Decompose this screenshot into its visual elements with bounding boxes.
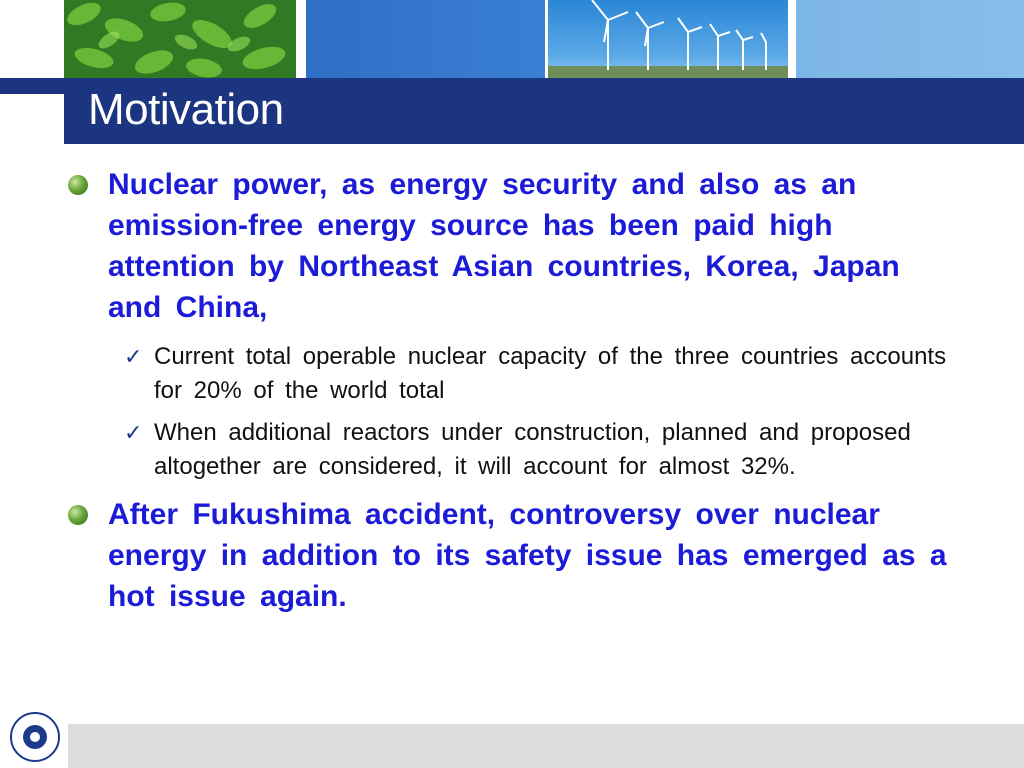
logo-core bbox=[30, 732, 40, 742]
footer-bar bbox=[68, 724, 1024, 768]
wind-turbines-photo bbox=[548, 0, 788, 78]
sky-panel bbox=[796, 0, 1024, 78]
green-sphere-bullet-icon bbox=[68, 175, 88, 195]
sub-bullet-1 bbox=[64, 340, 964, 408]
sub-bullet-2-text: When additional reactors under construction, planned and proposed altogether are considered, it will account for almost 32%. bbox=[154, 419, 911, 480]
university-logo bbox=[10, 712, 60, 762]
checkmark-icon: ✓ bbox=[124, 420, 143, 445]
bullet-2 bbox=[64, 494, 964, 617]
bullet-1-sub-list bbox=[64, 340, 964, 484]
bullet-1-text: Nuclear power, as energy security and also as an emission-free energy source has been paid high attention by Northeast Asian countries, Korea, Japan and China, bbox=[108, 168, 900, 324]
header-image-banner bbox=[0, 0, 1024, 78]
green-sphere-bullet-icon bbox=[68, 505, 88, 525]
slide-content bbox=[64, 164, 964, 629]
wind-turbines-illustration bbox=[548, 0, 788, 78]
bullet-2-text: After Fukushima accident, controversy over nuclear energy in addition to its safety issue has emerged as a hot issue again. bbox=[108, 498, 947, 613]
leaves-illustration bbox=[64, 0, 296, 78]
title-bar bbox=[64, 78, 1024, 144]
banner-left-margin bbox=[0, 0, 56, 78]
leaves-photo bbox=[64, 0, 296, 78]
sub-bullet-1-text: Current total operable nuclear capacity of the three countries accounts for 20% of the world total bbox=[154, 343, 947, 404]
checkmark-icon: ✓ bbox=[124, 344, 143, 369]
bullet-1 bbox=[64, 164, 964, 328]
sub-bullet-2 bbox=[64, 416, 964, 484]
slide-title: Motivation bbox=[88, 85, 284, 134]
blue-gradient-panel bbox=[306, 0, 545, 78]
title-bar-left-accent bbox=[0, 78, 64, 94]
